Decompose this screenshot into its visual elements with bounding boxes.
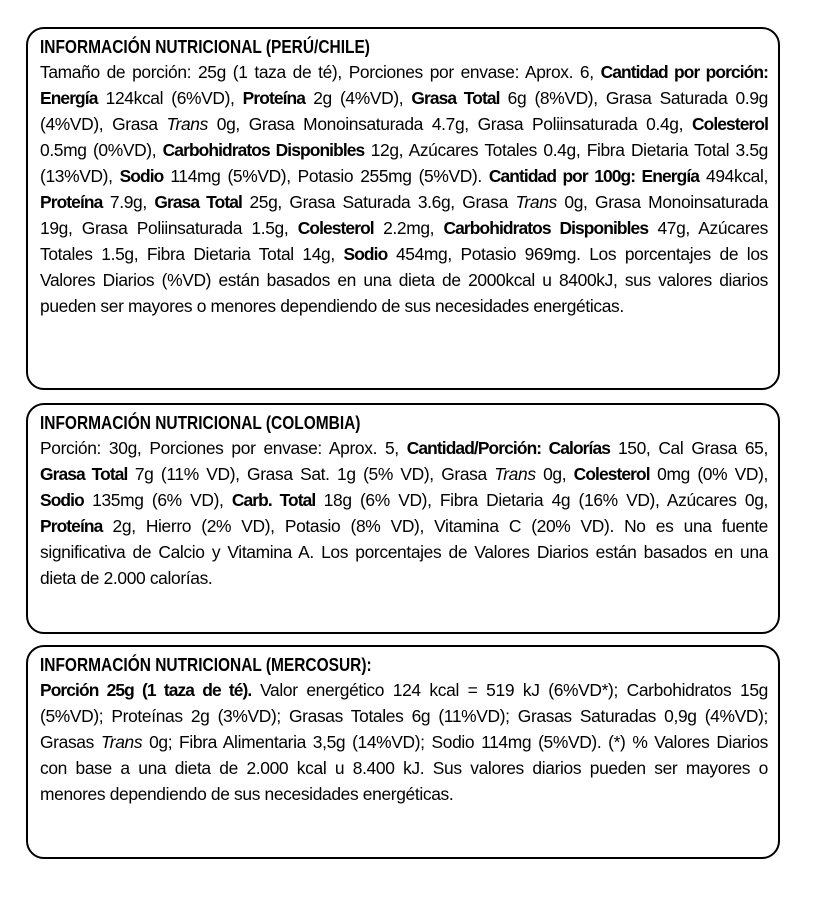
nutrient-text: 135mg (6% VD), bbox=[83, 490, 232, 510]
nutrient-text: 0g, bbox=[535, 464, 574, 484]
italic-term: Trans bbox=[166, 114, 208, 134]
nutrition-panel-colombia bbox=[26, 403, 780, 634]
italic-term: Trans bbox=[515, 192, 557, 212]
nutrition-panel-peru-chile bbox=[26, 27, 780, 390]
nutrient-label: Grasa Total bbox=[154, 192, 242, 212]
panel-title: INFORMACIÓN NUTRICIONAL (MERCOSUR): bbox=[40, 655, 372, 675]
nutrient-text: Porción: 30g, Porciones por envase: Aprox. 5, bbox=[40, 438, 407, 458]
nutrient-label: Colesterol bbox=[573, 464, 650, 484]
nutrient-label: Porción 25g (1 taza de té). bbox=[40, 680, 252, 700]
nutrient-text: 2.2mg, bbox=[373, 218, 444, 238]
nutrient-text: 25g, Grasa Saturada 3.6g, Grasa bbox=[241, 192, 516, 212]
nutrient-text: 2g (4%VD), bbox=[305, 88, 412, 108]
nutrient-label: Grasa Total bbox=[40, 464, 128, 484]
nutrient-text: 18g (6% VD), Fibra Dietaria 4g (16% VD), Azúcares 0g, bbox=[315, 490, 769, 510]
nutrient-text: 47g, Azúcares Totales 1.5g, Fibra Dietaria Total 14g, bbox=[40, 218, 768, 264]
nutrient-text: 0.5mg (0%VD), bbox=[40, 140, 163, 160]
nutrient-text: 12g, Azúcares Totales 0.4g, Fibra Dietaria Total 3.5g (13%VD), bbox=[40, 140, 768, 186]
nutrient-label: Carb. Total bbox=[231, 490, 316, 510]
nutrient-text: Valor energético 124 kcal = 519 kJ (6%VD*); Carbohidratos 15g (5%VD); Proteínas 2g (3%VD); Grasas Totales 6g (11%VD); Grasas Saturadas 0,9g (4%VD); Grasas bbox=[40, 680, 768, 752]
nutrient-text: 124kcal (6%VD), bbox=[97, 88, 243, 108]
nutrient-label: Cantidad por porción: Energía bbox=[40, 62, 768, 108]
italic-term: Trans bbox=[100, 732, 143, 752]
nutrient-text: 114mg (5%VD), Potasio 255mg (5%VD). bbox=[163, 166, 489, 186]
nutrient-label: Carbohidratos Disponibles bbox=[162, 140, 365, 160]
panel-body bbox=[40, 59, 768, 319]
nutrient-label: Proteína bbox=[40, 516, 103, 536]
nutrient-label: Colesterol bbox=[297, 218, 374, 238]
nutrient-text: 2g, Hierro (2% VD), Potasio (8% VD), Vitamina C (20% VD). No es una fuente significativa de Calcio y Vitamina A. Los porcentajes de Valores Diarios están basados en una dieta de 2.000 calorías. bbox=[40, 516, 768, 588]
nutrient-label: Carbohidratos Disponibles bbox=[443, 218, 649, 238]
nutrient-label: Cantidad por 100g: Energía bbox=[488, 166, 700, 186]
nutrient-text: 150, Cal Grasa 65, bbox=[610, 438, 768, 458]
panel-body bbox=[40, 677, 768, 807]
nutrient-label: Cantidad/Porción: Calorías bbox=[406, 438, 611, 458]
nutrient-label: Colesterol bbox=[691, 114, 768, 134]
nutrient-text: 6g (8%VD), Grasa Saturada 0.9g (4%VD), Grasa bbox=[40, 88, 768, 134]
nutrient-label: Sodio bbox=[40, 490, 84, 510]
nutrient-text: 0g, Grasa Monoinsaturada 4.7g, Grasa Poliinsaturada 0.4g, bbox=[207, 114, 692, 134]
nutrient-label: Sodio bbox=[119, 166, 164, 186]
nutrient-text: 454mg, Potasio 969mg. Los porcentajes de los Valores Diarios (%VD) están basados en una dieta de 2000kcal u 8400kJ, sus valores diarios pueden ser mayores o menores dependiendo de sus necesidades energéticas. bbox=[40, 244, 768, 316]
nutrient-label: Sodio bbox=[343, 244, 388, 264]
nutrient-text: 494kcal, bbox=[699, 166, 768, 186]
nutrient-label: Proteína bbox=[40, 192, 103, 212]
panel-title: INFORMACIÓN NUTRICIONAL (COLOMBIA) bbox=[40, 413, 361, 433]
nutrient-text: 0g, Grasa Monoinsaturada 19g, Grasa Poliinsaturada 1.5g, bbox=[40, 192, 768, 238]
nutrition-panel-mercosur bbox=[26, 645, 780, 859]
panel-body bbox=[40, 435, 768, 591]
nutrient-text: 0g; Fibra Alimentaria 3,5g (14%VD); Sodio 114mg (5%VD). (*) % Valores Diarios con base a una dieta de 2.000 kcal u 8.400 kJ. Sus valores diarios pueden ser mayores o menores dependiendo de sus necesidades energéticas. bbox=[40, 732, 769, 804]
nutrient-label: Grasa Total bbox=[411, 88, 500, 108]
nutrient-text: 7.9g, bbox=[102, 192, 155, 212]
nutrient-text: 0mg (0% VD), bbox=[649, 464, 769, 484]
italic-term: Trans bbox=[494, 464, 536, 484]
nutrient-text: 7g (11% VD), Grasa Sat. 1g (5% VD), Grasa bbox=[127, 464, 495, 484]
nutrient-label: Proteína bbox=[242, 88, 306, 108]
nutrient-text: Tamaño de porción: 25g (1 taza de té), Porciones por envase: Aprox. 6, bbox=[40, 62, 601, 82]
panel-title: INFORMACIÓN NUTRICIONAL (PERÚ/CHILE) bbox=[40, 37, 370, 57]
